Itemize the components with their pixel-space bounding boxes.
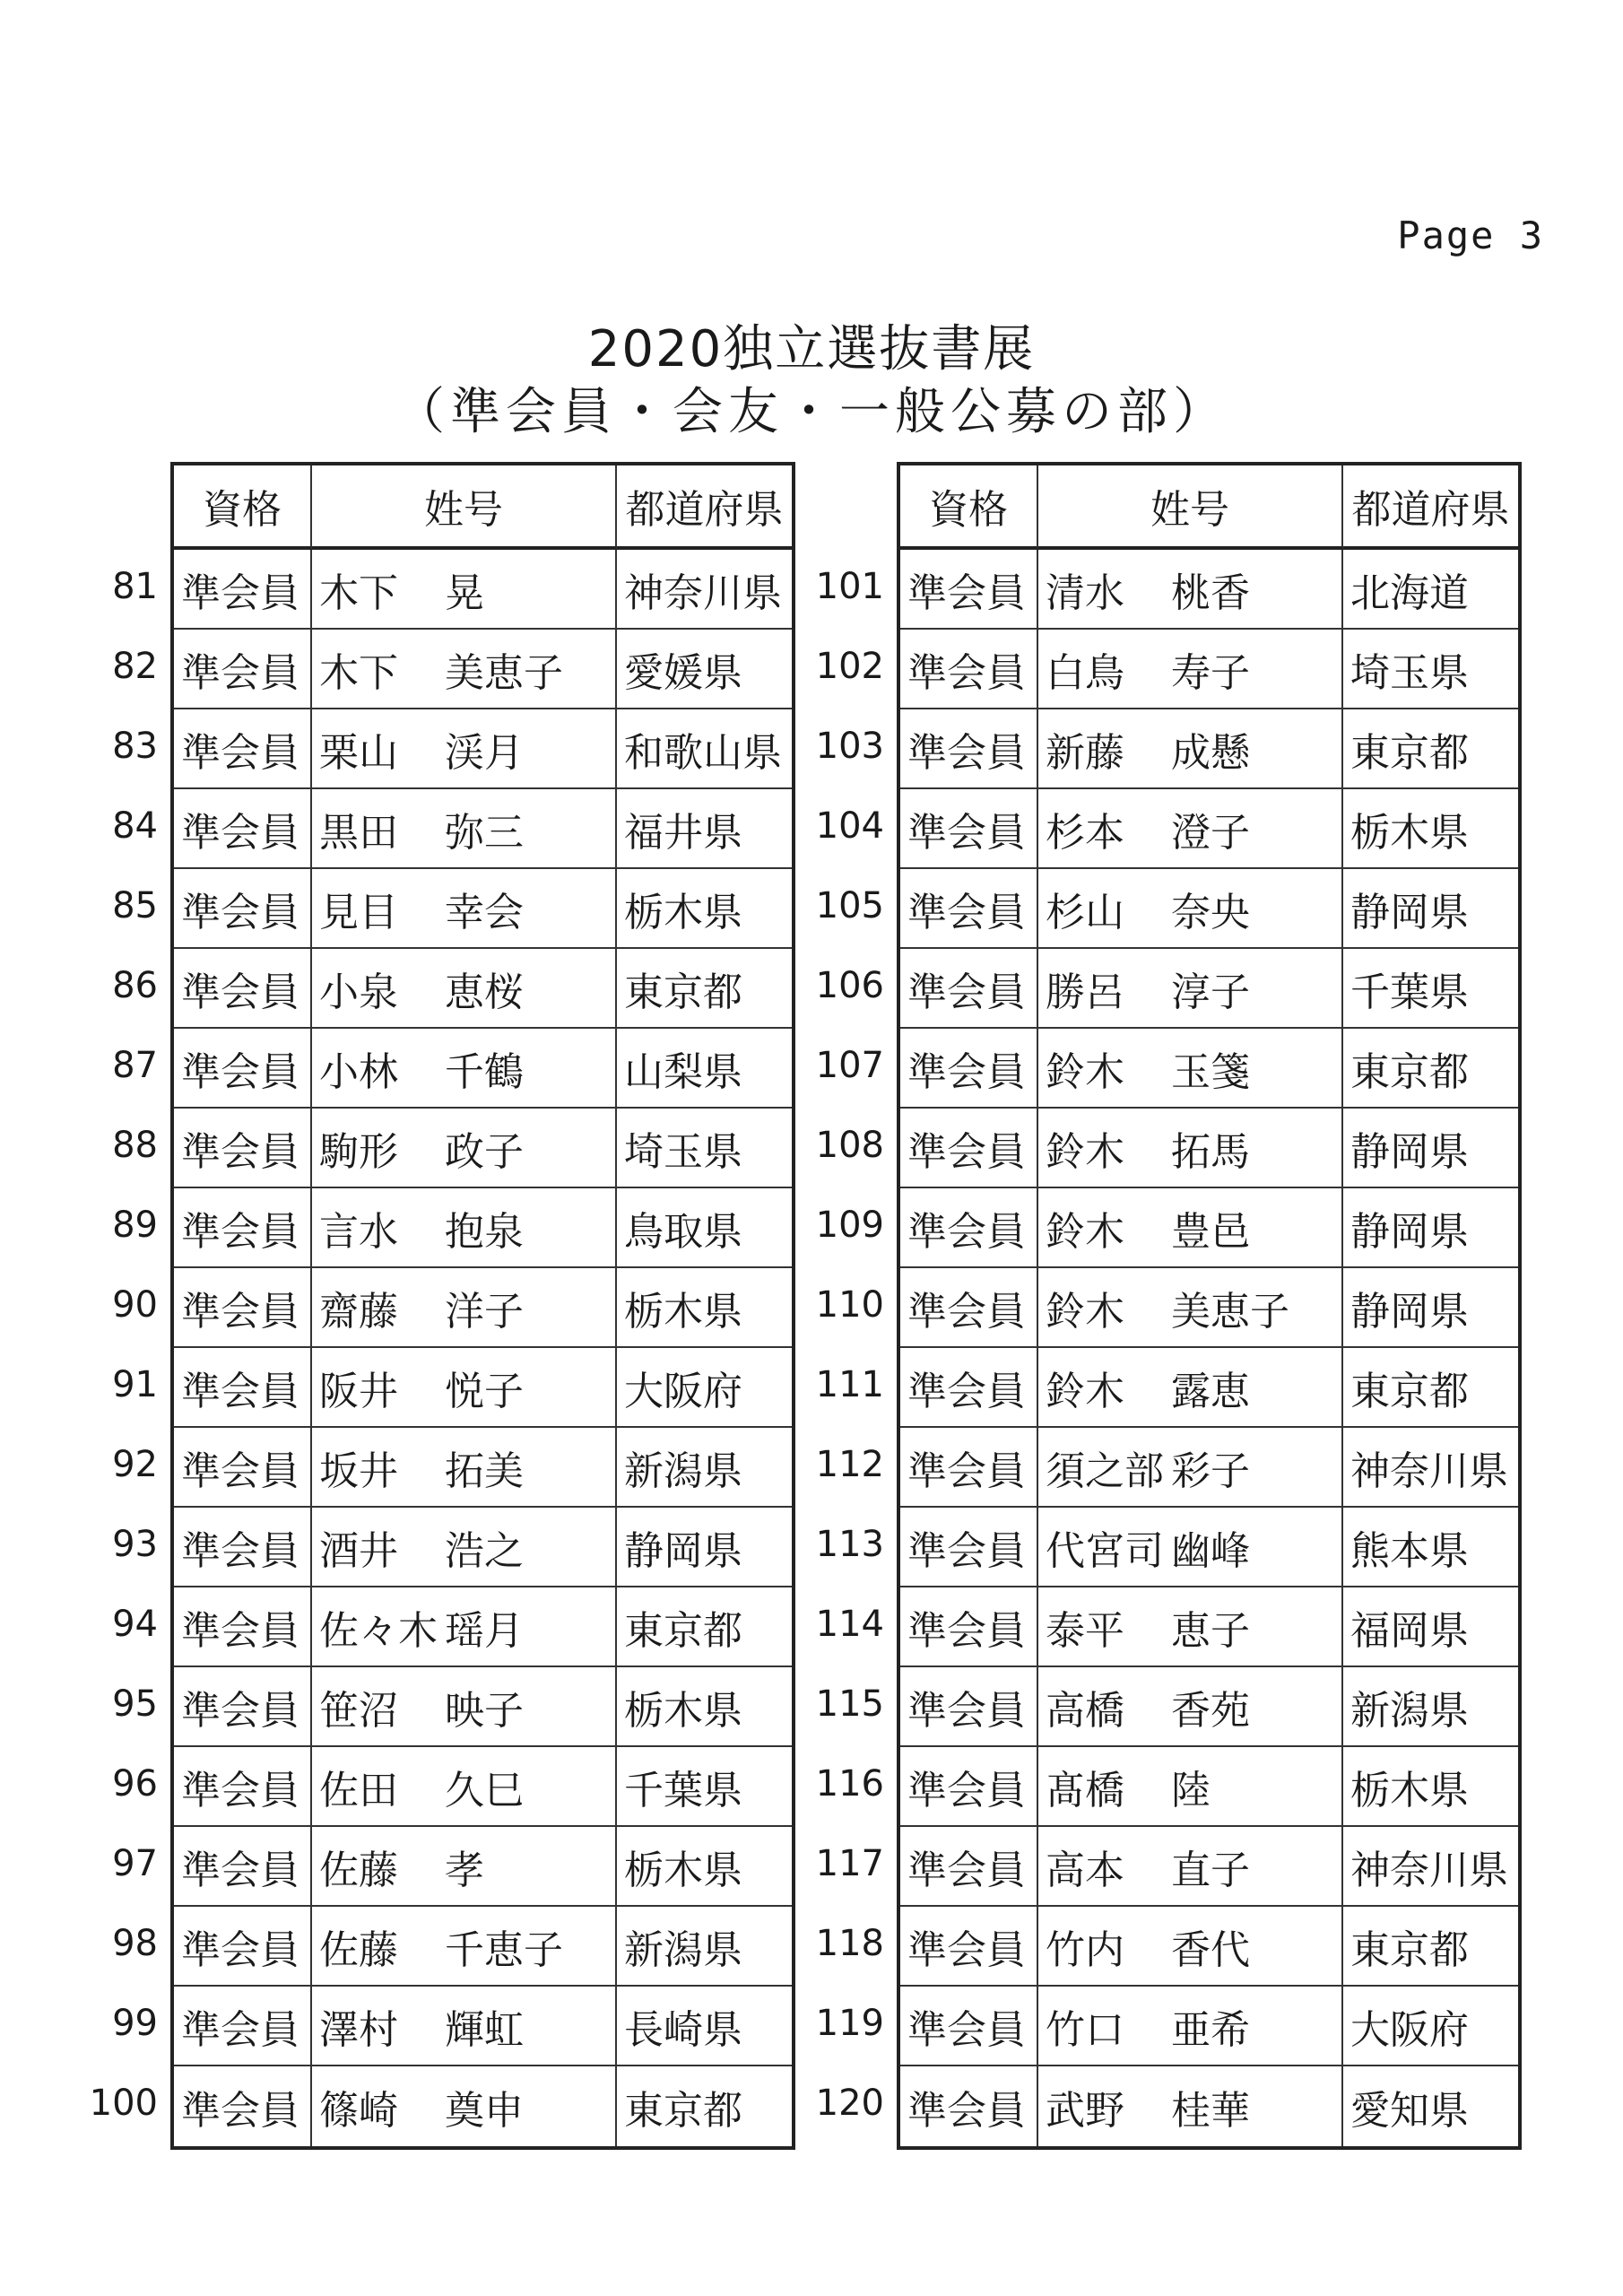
prefecture-cell: 新潟県 <box>617 1428 792 1508</box>
qualification-cell: 準会員 <box>900 2066 1038 2146</box>
row-number: 99 <box>112 2002 158 2044</box>
name-cell <box>1038 949 1343 1029</box>
family-name: 阪井 <box>319 1368 398 1414</box>
given-name: 孝 <box>445 1847 484 1893</box>
name-cell <box>1038 1109 1343 1188</box>
table-row <box>900 949 1518 1029</box>
qualification-cell: 準会員 <box>900 1987 1038 2066</box>
family-name: 栗山 <box>319 729 398 776</box>
prefecture-cell: 栃木県 <box>1343 1747 1518 1827</box>
row-number: 115 <box>815 1683 884 1725</box>
prefecture-cell: 静岡県 <box>1343 1268 1518 1348</box>
row-number: 117 <box>815 1842 884 1884</box>
name-cell <box>312 1029 617 1109</box>
qualification-cell: 準会員 <box>174 1827 312 1907</box>
table-row <box>174 1827 792 1907</box>
prefecture-cell: 静岡県 <box>1343 1109 1518 1188</box>
table-row <box>174 789 792 869</box>
table-row <box>900 1587 1518 1667</box>
prefecture-cell: 東京都 <box>1343 709 1518 789</box>
table-row <box>174 869 792 949</box>
given-name: 豊邑 <box>1171 1208 1250 1255</box>
table-row <box>174 1428 792 1508</box>
given-name: 拓美 <box>445 1448 524 1494</box>
family-name: 清水 <box>1046 570 1124 616</box>
given-name: 浩之 <box>445 1527 524 1574</box>
page-number: Page 3 <box>1397 213 1544 257</box>
name-cell <box>1038 1907 1343 1987</box>
table-row <box>900 1268 1518 1348</box>
table-row <box>174 709 792 789</box>
qualification-cell: 準会員 <box>174 1348 312 1428</box>
family-name: 白鳥 <box>1046 649 1124 696</box>
qualification-cell: 準会員 <box>900 1587 1038 1667</box>
family-name: 竹内 <box>1046 1926 1124 1973</box>
header-qualification: 資格 <box>900 465 1038 550</box>
family-name: 泰平 <box>1046 1607 1124 1654</box>
name-cell <box>312 709 617 789</box>
prefecture-cell: 静岡県 <box>1343 869 1518 949</box>
prefecture-cell: 東京都 <box>617 1587 792 1667</box>
prefecture-cell: 神奈川県 <box>1343 1827 1518 1907</box>
family-name: 駒形 <box>319 1128 398 1175</box>
prefecture-cell: 新潟県 <box>617 1907 792 1987</box>
table-row <box>174 1268 792 1348</box>
family-name: 杉本 <box>1046 809 1124 856</box>
prefecture-cell: 東京都 <box>1343 1348 1518 1428</box>
given-name: 桃香 <box>1171 570 1250 616</box>
name-cell <box>312 1508 617 1587</box>
table-row <box>174 2066 792 2146</box>
name-cell <box>1038 1348 1343 1428</box>
family-name: 言水 <box>319 1208 398 1255</box>
name-cell <box>312 1109 617 1188</box>
header-prefecture: 都道府県 <box>1343 465 1518 550</box>
name-cell <box>312 789 617 869</box>
row-number: 108 <box>815 1124 884 1166</box>
family-name: 武野 <box>1046 2087 1124 2134</box>
qualification-cell: 準会員 <box>174 1987 312 2066</box>
qualification-cell: 準会員 <box>174 789 312 869</box>
qualification-cell: 準会員 <box>174 709 312 789</box>
table-row <box>900 1348 1518 1428</box>
qualification-cell: 準会員 <box>900 1827 1038 1907</box>
name-cell <box>1038 630 1343 709</box>
given-name: 瑶月 <box>445 1607 524 1654</box>
prefecture-cell: 静岡県 <box>1343 1188 1518 1268</box>
row-number: 113 <box>815 1523 884 1565</box>
prefecture-cell: 静岡県 <box>617 1508 792 1587</box>
name-cell <box>312 869 617 949</box>
row-number: 91 <box>112 1363 158 1405</box>
name-cell <box>312 1587 617 1667</box>
name-cell <box>1038 1188 1343 1268</box>
qualification-cell: 準会員 <box>174 1188 312 1268</box>
given-name: 彩子 <box>1171 1448 1250 1494</box>
family-name: 澤村 <box>319 2006 398 2053</box>
prefecture-cell: 福岡県 <box>1343 1587 1518 1667</box>
name-cell <box>1038 789 1343 869</box>
row-number: 97 <box>112 1842 158 1884</box>
given-name: 幸会 <box>445 889 524 935</box>
family-name: 見目 <box>319 889 398 935</box>
name-cell <box>312 1428 617 1508</box>
row-number: 106 <box>815 964 884 1006</box>
given-name: 恵子 <box>1171 1607 1250 1654</box>
table-row <box>900 1747 1518 1827</box>
table-row <box>174 1109 792 1188</box>
prefecture-cell: 熊本県 <box>1343 1508 1518 1587</box>
prefecture-cell: 東京都 <box>617 949 792 1029</box>
qualification-cell: 準会員 <box>174 2066 312 2146</box>
family-name: 高橋 <box>1046 1687 1124 1734</box>
qualification-cell: 準会員 <box>900 1109 1038 1188</box>
prefecture-cell: 長崎県 <box>617 1987 792 2066</box>
name-cell <box>1038 1268 1343 1348</box>
given-name: 香苑 <box>1171 1687 1250 1734</box>
prefecture-cell: 千葉県 <box>617 1747 792 1827</box>
family-name: 杉山 <box>1046 889 1124 935</box>
qualification-cell: 準会員 <box>174 869 312 949</box>
given-name: 亜希 <box>1171 2006 1250 2053</box>
table-row <box>174 1029 792 1109</box>
given-name: 奠申 <box>445 2087 524 2134</box>
row-number: 120 <box>815 2082 884 2124</box>
prefecture-cell: 北海道 <box>1343 550 1518 630</box>
qualification-cell: 準会員 <box>174 1109 312 1188</box>
table-header <box>174 465 792 550</box>
row-number: 94 <box>112 1603 158 1645</box>
family-name: 佐田 <box>319 1767 398 1813</box>
given-name: 渓月 <box>445 729 524 776</box>
prefecture-cell: 栃木県 <box>617 869 792 949</box>
given-name: 香代 <box>1171 1926 1250 1973</box>
qualification-cell: 準会員 <box>900 709 1038 789</box>
family-name: 佐藤 <box>319 1926 398 1973</box>
header-prefecture: 都道府県 <box>617 465 792 550</box>
row-number: 114 <box>815 1603 884 1645</box>
prefecture-cell: 神奈川県 <box>1343 1428 1518 1508</box>
row-number: 102 <box>815 645 884 687</box>
qualification-cell: 準会員 <box>174 1029 312 1109</box>
table-row <box>900 869 1518 949</box>
qualification-cell: 準会員 <box>174 1428 312 1508</box>
row-number: 83 <box>112 725 158 767</box>
name-cell <box>312 1348 617 1428</box>
qualification-cell: 準会員 <box>900 550 1038 630</box>
prefecture-cell: 愛知県 <box>1350 2087 1469 2134</box>
qualification-cell: 準会員 <box>900 869 1038 949</box>
name-cell <box>1038 1428 1343 1508</box>
name-cell <box>1038 1587 1343 1667</box>
qualification-cell: 準会員 <box>900 1508 1038 1587</box>
name-cell <box>1038 2066 1343 2146</box>
qualification-cell: 準会員 <box>174 949 312 1029</box>
name-cell <box>312 1667 617 1747</box>
family-name: 酒井 <box>319 1527 398 1574</box>
qualification-cell: 準会員 <box>900 1667 1038 1747</box>
prefecture-cell: 東京都 <box>1343 1029 1518 1109</box>
qualification-cell: 準会員 <box>174 1268 312 1348</box>
given-name: 奈央 <box>1171 889 1250 935</box>
table-row <box>174 1907 792 1987</box>
qualification-cell: 準会員 <box>900 630 1038 709</box>
prefecture-cell: 大阪府 <box>617 1348 792 1428</box>
row-number: 92 <box>112 1443 158 1485</box>
prefecture-cell: 愛媛県 <box>617 630 792 709</box>
row-number: 88 <box>112 1124 158 1166</box>
family-name: 髙橋 <box>1046 1767 1124 1813</box>
row-numbers-right <box>807 462 897 2150</box>
family-name: 黒田 <box>319 809 398 856</box>
qualification-cell: 準会員 <box>174 630 312 709</box>
family-name: 齋藤 <box>319 1288 398 1335</box>
qualification-cell: 準会員 <box>900 1188 1038 1268</box>
family-name: 小泉 <box>319 969 398 1015</box>
given-name: 淳子 <box>1171 969 1250 1015</box>
family-name: 鈴木 <box>1046 1048 1124 1095</box>
roster-table-left <box>81 462 795 2150</box>
prefecture-cell: 栃木県 <box>617 1667 792 1747</box>
page-title: 2020独立選抜書展 <box>587 320 1036 378</box>
given-name: 恵桜 <box>445 969 524 1015</box>
row-numbers-left <box>81 462 170 2150</box>
prefecture-cell: 埼玉県 <box>617 1109 792 1188</box>
row-number: 85 <box>112 884 158 926</box>
given-name: 弥三 <box>445 809 524 856</box>
given-name: 悦子 <box>445 1368 524 1414</box>
row-number: 116 <box>815 1762 884 1805</box>
family-name: 佐々木 <box>319 1607 438 1654</box>
qualification-cell: 準会員 <box>900 1747 1038 1827</box>
name-cell <box>312 2066 617 2146</box>
qualification-cell: 準会員 <box>174 1508 312 1587</box>
prefecture-cell: 栃木県 <box>1343 789 1518 869</box>
prefecture-cell: 栃木県 <box>617 1827 792 1907</box>
table-row <box>900 630 1518 709</box>
given-name: 露恵 <box>1171 1368 1250 1414</box>
name-cell <box>1038 1508 1343 1587</box>
family-name: 木下 <box>319 649 398 696</box>
given-name: 千恵子 <box>445 1926 563 1973</box>
qualification-cell: 準会員 <box>900 1029 1038 1109</box>
family-name: 鈴木 <box>1046 1368 1124 1414</box>
prefecture-cell: 東京都 <box>624 2087 742 2134</box>
name-cell <box>1038 1747 1343 1827</box>
row-number: 112 <box>815 1443 884 1485</box>
name-cell <box>312 630 617 709</box>
table-row <box>174 1587 792 1667</box>
given-name: 澄子 <box>1171 809 1250 856</box>
family-name: 新藤 <box>1046 729 1124 776</box>
given-name: 政子 <box>445 1128 524 1175</box>
qualification-cell: 準会員 <box>174 550 312 630</box>
name-cell <box>1038 1667 1343 1747</box>
roster-table-right <box>807 462 1522 2150</box>
prefecture-cell: 埼玉県 <box>1343 630 1518 709</box>
given-name: 千鶴 <box>445 1048 524 1095</box>
row-number: 98 <box>112 1922 158 1964</box>
given-name: 陸 <box>1171 1767 1211 1813</box>
row-number: 90 <box>112 1283 158 1326</box>
table-frame-right <box>897 462 1522 2150</box>
header-qualification: 資格 <box>174 465 312 550</box>
header-name: 姓号 <box>312 465 617 550</box>
family-name: 鈴木 <box>1046 1208 1124 1255</box>
table-row <box>174 550 792 630</box>
table-row <box>900 1827 1518 1907</box>
row-number: 82 <box>112 645 158 687</box>
prefecture-cell: 東京都 <box>1343 1907 1518 1987</box>
name-cell <box>1038 1987 1343 2066</box>
prefecture-cell: 福井県 <box>617 789 792 869</box>
given-name: 美恵子 <box>1171 1288 1289 1335</box>
qualification-cell: 準会員 <box>174 1907 312 1987</box>
name-cell <box>1038 1029 1343 1109</box>
table-row <box>900 1029 1518 1109</box>
prefecture-cell: 山梨県 <box>617 1029 792 1109</box>
row-number: 111 <box>815 1363 884 1405</box>
family-name: 須之部 <box>1046 1448 1164 1494</box>
given-name: 直子 <box>1171 1847 1250 1893</box>
table-row <box>174 1348 792 1428</box>
family-name: 竹口 <box>1046 2006 1124 2053</box>
prefecture-cell: 神奈川県 <box>617 550 792 630</box>
table-row <box>174 1667 792 1747</box>
row-number: 89 <box>112 1204 158 1246</box>
row-number: 100 <box>89 2082 158 2124</box>
given-name: 幽峰 <box>1171 1527 1250 1574</box>
qualification-cell: 準会員 <box>900 1428 1038 1508</box>
table-row <box>900 1109 1518 1188</box>
family-name: 坂井 <box>319 1448 398 1494</box>
name-cell <box>312 1987 617 2066</box>
family-name: 佐藤 <box>319 1847 398 1893</box>
row-number: 109 <box>815 1204 884 1246</box>
qualification-cell: 準会員 <box>174 1747 312 1827</box>
qualification-cell: 準会員 <box>174 1587 312 1667</box>
given-name: 抱泉 <box>445 1208 524 1255</box>
qualification-cell: 準会員 <box>900 1268 1038 1348</box>
table-row <box>174 1508 792 1587</box>
table-row <box>900 2066 1518 2146</box>
table-frame-left <box>170 462 795 2150</box>
table-row <box>900 1987 1518 2066</box>
given-name: 映子 <box>445 1687 524 1734</box>
name-cell <box>1038 709 1343 789</box>
given-name: 寿子 <box>1171 649 1250 696</box>
prefecture-cell: 和歌山県 <box>617 709 792 789</box>
given-name: 拓馬 <box>1171 1128 1250 1175</box>
table-row <box>900 550 1518 630</box>
row-number: 118 <box>815 1922 884 1964</box>
row-number: 86 <box>112 964 158 1006</box>
given-name: 成懸 <box>1171 729 1250 776</box>
row-number: 81 <box>112 565 158 607</box>
row-number: 87 <box>112 1044 158 1086</box>
family-name: 笹沼 <box>319 1687 398 1734</box>
family-name: 高本 <box>1046 1847 1124 1893</box>
table-row <box>900 1188 1518 1268</box>
table-row <box>900 1428 1518 1508</box>
given-name: 美恵子 <box>445 649 563 696</box>
row-number: 104 <box>815 804 884 847</box>
family-name: 鈴木 <box>1046 1288 1124 1335</box>
given-name: 輝虹 <box>445 2006 524 2053</box>
family-name: 小林 <box>319 1048 398 1095</box>
table-row <box>174 1747 792 1827</box>
name-cell <box>312 949 617 1029</box>
given-name: 久巳 <box>445 1767 524 1813</box>
qualification-cell: 準会員 <box>900 789 1038 869</box>
header-name: 姓号 <box>1038 465 1343 550</box>
row-number: 110 <box>815 1283 884 1326</box>
given-name: 晃 <box>445 570 484 616</box>
table-row <box>174 1188 792 1268</box>
row-number: 84 <box>112 804 158 847</box>
prefecture-cell: 栃木県 <box>617 1268 792 1348</box>
row-number: 96 <box>112 1762 158 1805</box>
qualification-cell: 準会員 <box>900 1907 1038 1987</box>
page-subtitle: （準会員・会友・一般公募の部） <box>395 383 1228 441</box>
prefecture-cell: 鳥取県 <box>617 1188 792 1268</box>
family-name: 鈴木 <box>1046 1128 1124 1175</box>
given-name: 洋子 <box>445 1288 524 1335</box>
row-number: 107 <box>815 1044 884 1086</box>
name-cell <box>312 550 617 630</box>
family-name: 篠崎 <box>319 2087 398 2134</box>
given-name: 玉箋 <box>1171 1048 1250 1095</box>
qualification-cell: 準会員 <box>174 1667 312 1747</box>
table-row <box>900 1907 1518 1987</box>
row-number: 105 <box>815 884 884 926</box>
name-cell <box>1038 869 1343 949</box>
table-row <box>174 949 792 1029</box>
name-cell <box>312 1907 617 1987</box>
prefecture-cell: 千葉県 <box>1343 949 1518 1029</box>
name-cell <box>312 1268 617 1348</box>
row-number: 95 <box>112 1683 158 1725</box>
table-row <box>900 709 1518 789</box>
name-cell <box>1038 550 1343 630</box>
family-name: 代宮司 <box>1046 1527 1164 1574</box>
table-row <box>900 789 1518 869</box>
name-cell <box>1038 1827 1343 1907</box>
table-row <box>900 1508 1518 1587</box>
name-cell <box>312 1188 617 1268</box>
row-number: 119 <box>815 2002 884 2044</box>
row-number: 103 <box>815 725 884 767</box>
row-number: 93 <box>112 1523 158 1565</box>
table-row <box>900 1667 1518 1747</box>
qualification-cell: 準会員 <box>900 1348 1038 1428</box>
table-header <box>900 465 1518 550</box>
family-name: 勝呂 <box>1046 969 1124 1015</box>
row-number: 101 <box>815 565 884 607</box>
given-name: 桂華 <box>1171 2087 1250 2134</box>
prefecture-cell: 大阪府 <box>1343 1987 1518 2066</box>
name-cell <box>312 1827 617 1907</box>
name-cell <box>312 1747 617 1827</box>
prefecture-cell: 新潟県 <box>1343 1667 1518 1747</box>
table-row <box>174 1987 792 2066</box>
table-row <box>174 630 792 709</box>
qualification-cell: 準会員 <box>900 949 1038 1029</box>
family-name: 木下 <box>319 570 398 616</box>
